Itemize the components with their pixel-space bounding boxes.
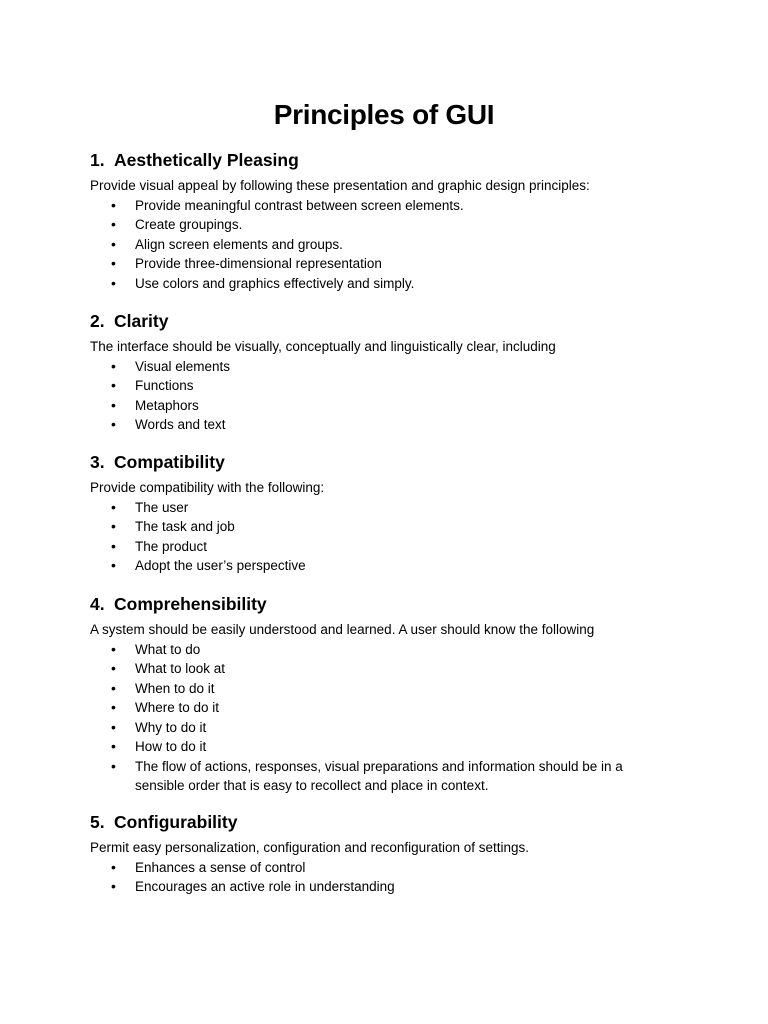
list-item (90, 376, 690, 396)
section-number: 5. (90, 812, 105, 832)
list-item (90, 698, 690, 718)
section-heading (90, 810, 690, 834)
list-item (90, 498, 690, 518)
list-item (90, 679, 690, 699)
list-item-text: Create groupings. (135, 217, 243, 232)
list-item (90, 718, 690, 738)
list-item (90, 357, 690, 377)
list-item (90, 858, 690, 878)
list-item-text: Align screen elements and groups. (135, 236, 343, 252)
list-item (90, 235, 690, 255)
section-title: Clarity (114, 311, 169, 331)
bullet-icon: • (111, 357, 116, 374)
bullet-list (90, 498, 690, 576)
section-clarity (90, 309, 690, 435)
section-number: 3. (90, 452, 105, 472)
bullet-icon: • (111, 537, 116, 554)
bullet-icon: • (111, 416, 116, 432)
list-item-text: The product (135, 538, 208, 554)
bullet-icon: • (111, 660, 116, 676)
list-item-text: Provide meaningful contrast between screen elements. (135, 197, 464, 213)
bullet-icon: • (111, 216, 116, 232)
section-title: Compatibility (114, 452, 225, 472)
section-heading (90, 592, 690, 616)
bullet-list (90, 858, 690, 897)
list-item (90, 757, 690, 796)
list-item (90, 659, 690, 679)
bullet-icon: • (111, 699, 116, 715)
bullet-icon: • (111, 274, 116, 291)
list-item-text: What to look at (135, 661, 226, 676)
bullet-icon: • (111, 235, 116, 252)
list-item-text: Adopt the user’s perspective (135, 558, 306, 573)
section-title: Comprehensibility (114, 594, 267, 614)
section-aesthetically-pleasing (90, 148, 690, 293)
section-intro: The interface should be visually, conceptually and linguistically clear, including (90, 339, 556, 354)
section-number: 2. (90, 311, 105, 331)
list-item-text: How to do it (135, 739, 207, 754)
list-item-text: What to do (135, 641, 201, 657)
list-item-text: The user (135, 499, 189, 515)
section-number: 4. (90, 594, 105, 614)
bullet-icon: • (111, 738, 116, 754)
list-item-text: The task and job (135, 519, 235, 534)
bullet-icon: • (111, 396, 116, 413)
section-intro: Provide compatibility with the following: (90, 480, 325, 495)
bullet-list (90, 640, 690, 796)
bullet-icon: • (111, 498, 116, 515)
section-number: 1. (90, 150, 105, 170)
list-item-text: Why to do it (135, 719, 207, 735)
bullet-icon: • (111, 255, 116, 271)
list-item-text: Visual elements (135, 358, 231, 374)
list-item (90, 396, 690, 416)
bullet-list (90, 196, 690, 294)
section-intro: A system should be easily understood and learned. A user should know the following (90, 622, 595, 637)
section-heading (90, 309, 690, 333)
list-item (90, 737, 690, 757)
section-intro: Permit easy personalization, configuration and reconfiguration of settings. (90, 840, 530, 855)
section-configurability (90, 810, 690, 897)
list-item-text: Functions (135, 378, 194, 393)
list-item (90, 196, 690, 216)
bullet-icon: • (111, 377, 116, 393)
bullet-icon: • (111, 679, 116, 696)
page-title: Principles of GUI (273, 99, 495, 130)
list-item (90, 415, 690, 435)
bullet-icon: • (111, 757, 116, 774)
list-item (90, 537, 690, 557)
bullet-icon: • (111, 518, 116, 534)
list-item-text: Metaphors (135, 397, 199, 413)
list-item (90, 556, 690, 576)
section-intro: Provide visual appeal by following these presentation and graphic design principles: (90, 178, 590, 193)
bullet-icon: • (111, 557, 116, 573)
list-item-text: Where to do it (135, 700, 220, 715)
list-item (90, 640, 690, 660)
section-compatibility (90, 450, 690, 576)
bullet-icon: • (111, 196, 116, 213)
bullet-list (90, 357, 690, 435)
list-item (90, 877, 690, 897)
list-item-text: Provide three-dimensional representation (135, 256, 382, 271)
list-item (90, 274, 690, 294)
bullet-icon: • (111, 858, 116, 875)
bullet-icon: • (111, 640, 116, 657)
list-item-text: The flow of actions, responses, visual preparations and information should be in a sensible order that is easy to recollect and place in context. (135, 758, 623, 793)
list-item-text: Enhances a sense of control (135, 859, 306, 875)
list-item-text: Encourages an active role in understanding (135, 879, 395, 894)
section-comprehensibility (90, 592, 690, 796)
list-item (90, 215, 690, 235)
list-item-text: When to do it (135, 680, 215, 696)
section-heading (90, 148, 690, 172)
list-item (90, 517, 690, 537)
section-title: Configurability (114, 812, 238, 832)
bullet-icon: • (111, 878, 116, 894)
list-item-text: Use colors and graphics effectively and simply. (135, 275, 415, 291)
list-item-text: Words and text (135, 417, 226, 432)
section-heading (90, 450, 690, 474)
section-title: Aesthetically Pleasing (114, 150, 299, 170)
bullet-icon: • (111, 718, 116, 735)
list-item (90, 254, 690, 274)
